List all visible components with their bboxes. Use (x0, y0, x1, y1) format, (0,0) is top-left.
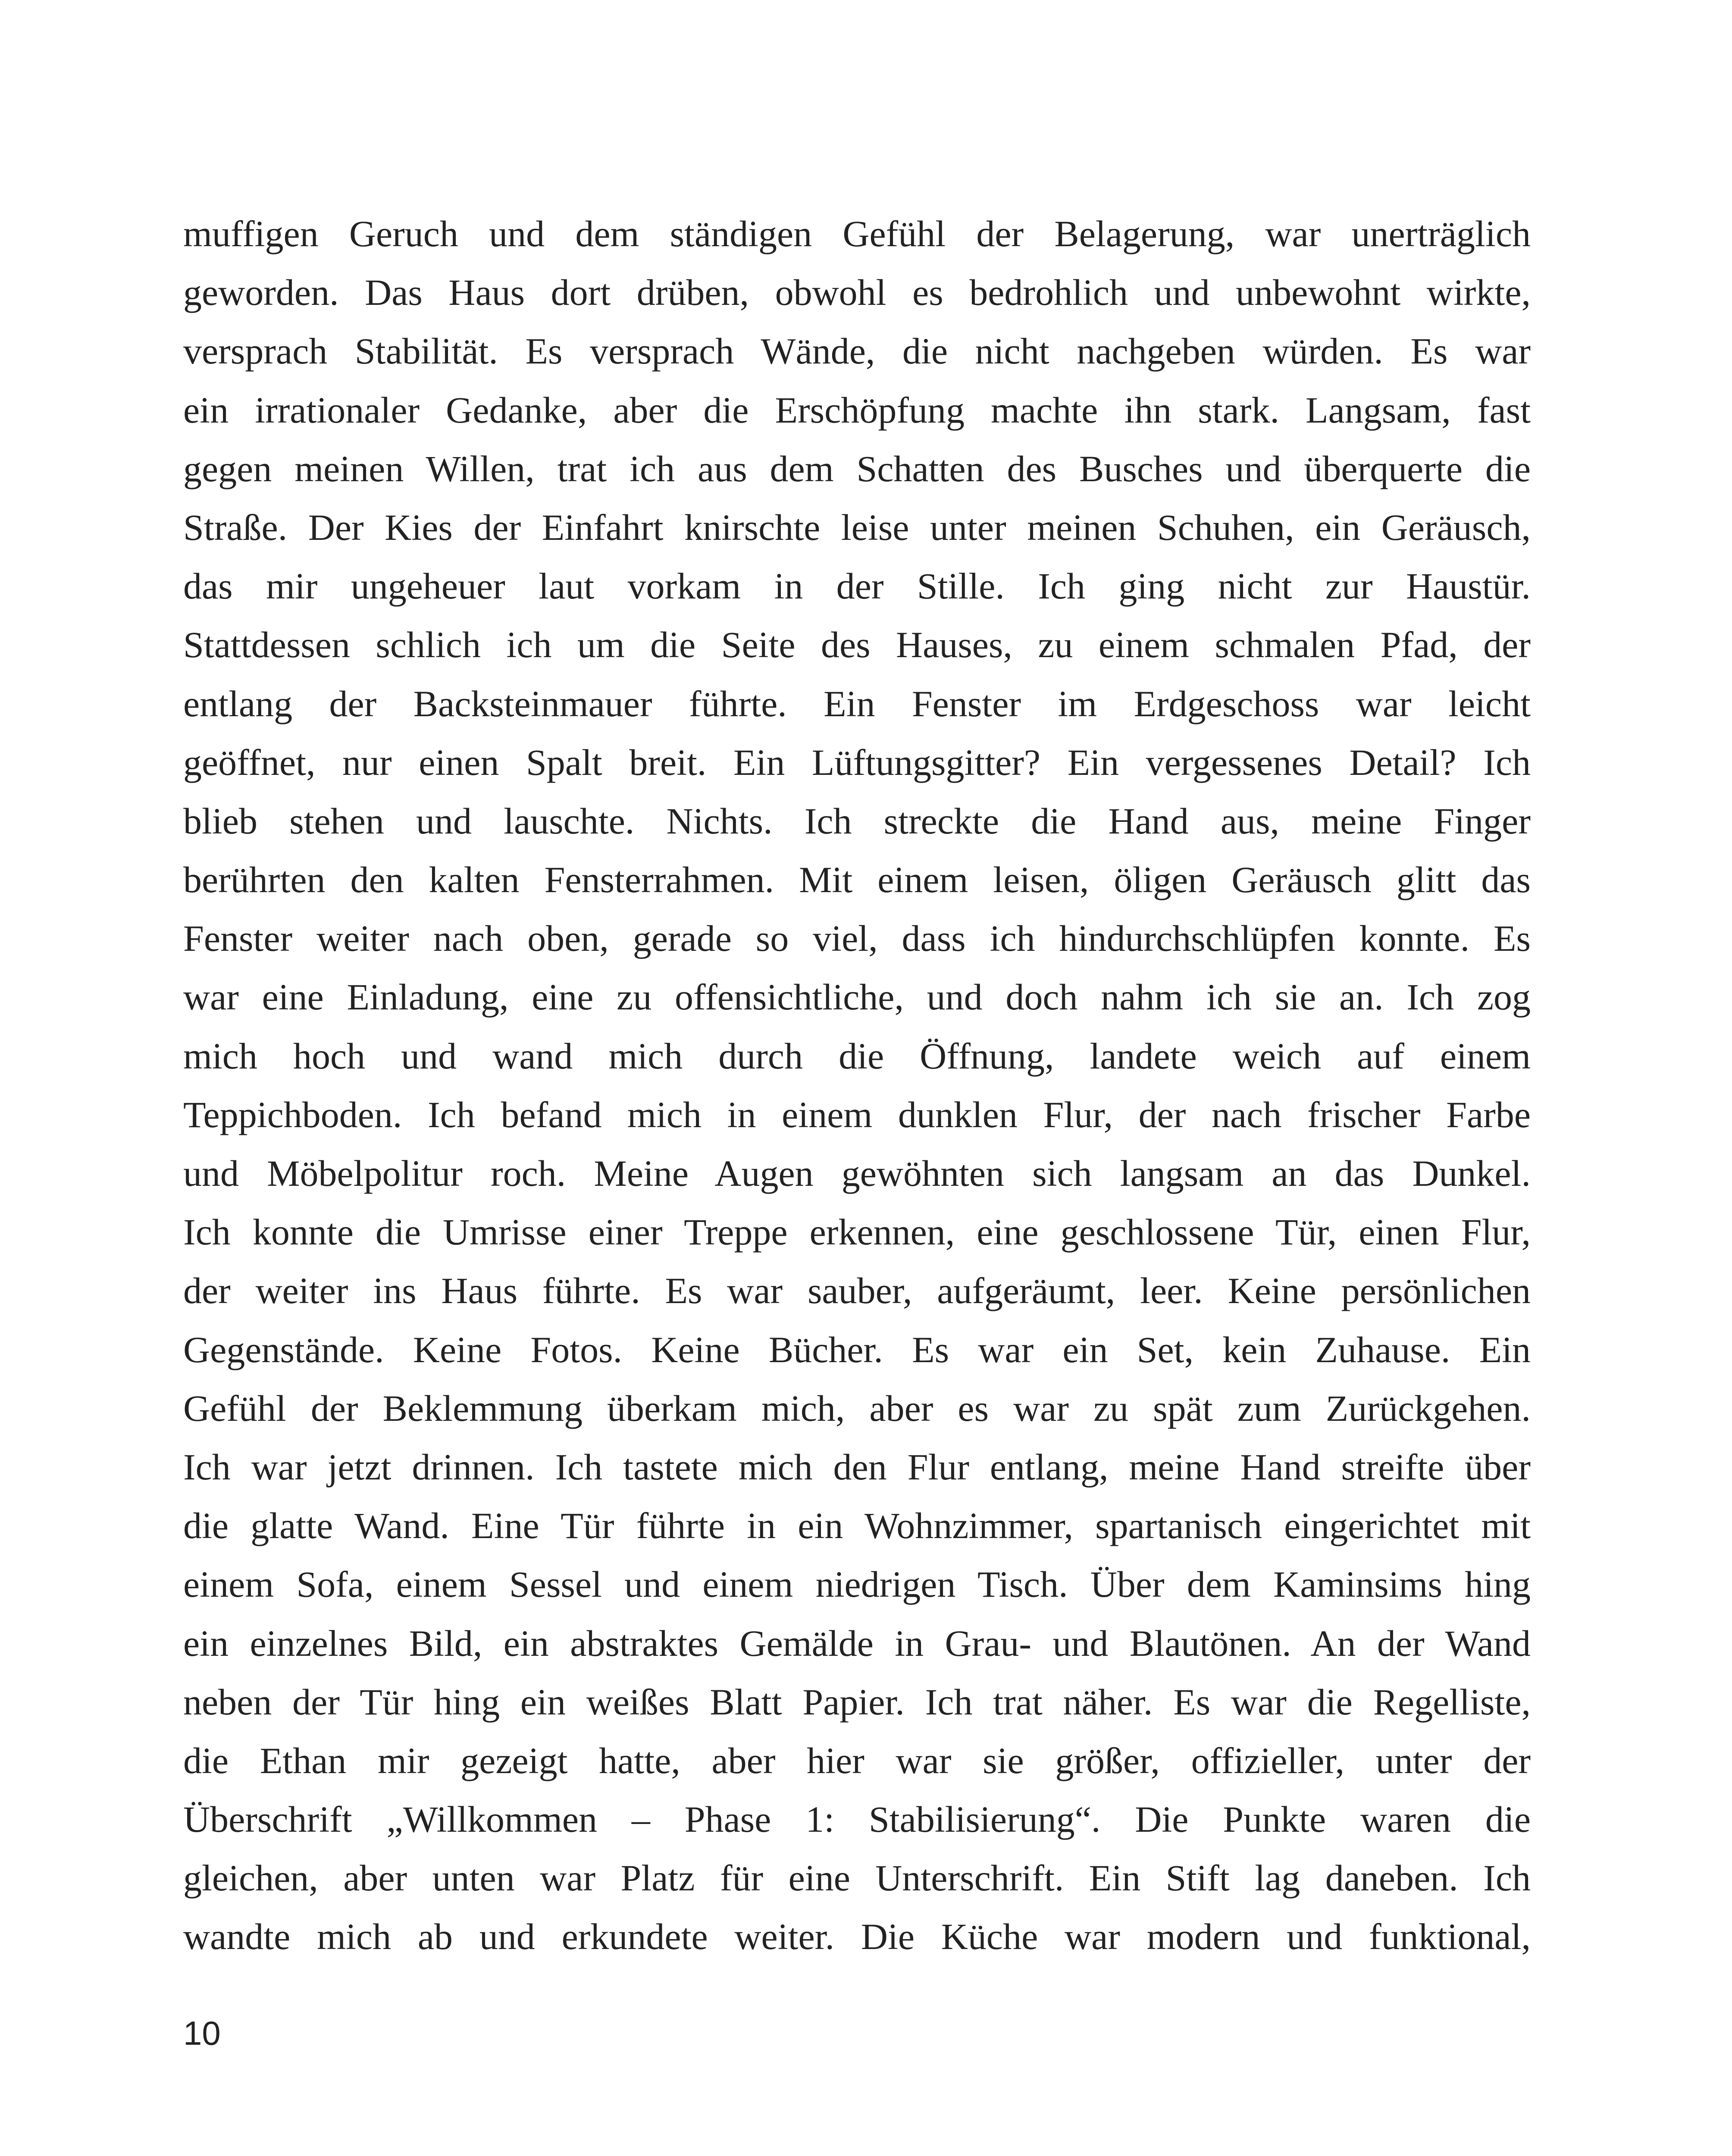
text-line: versprach Stabilität. Es versprach Wände, die nicht nachgeben würden. Es war (183, 330, 1531, 372)
text-line: einem Sofa, einem Sessel und einem niedrigen Tisch. Über dem Kaminsims hing (183, 1564, 1531, 1605)
text-line: geworden. Das Haus dort drüben, obwohl es bedrohlich und unbewohnt wirkte, (183, 272, 1531, 313)
text-line: Fenster weiter nach oben, gerade so viel, dass ich hindurchschlüpfen konnte. Es (183, 918, 1531, 959)
body-text (183, 204, 1531, 1966)
text-line: Gegenstände. Keine Fotos. Keine Bücher. Es war ein Set, kein Zuhause. Ein (183, 1329, 1531, 1370)
text-line: ein einzelnes Bild, ein abstraktes Gemälde in Grau- und Blautönen. An der Wand (183, 1622, 1531, 1664)
text-line: ein irrationaler Gedanke, aber die Erschöpfung machte ihn stark. Langsam, fast (183, 389, 1531, 431)
text-line: Überschrift „Willkommen – Phase 1: Stabilisierung“. Die Punkte waren die (183, 1799, 1531, 1840)
page-number: 10 (183, 2014, 221, 2052)
text-line: geöffnet, nur einen Spalt breit. Ein Lüftungsgitter? Ein vergessenes Detail? Ich (183, 741, 1531, 783)
text-line: mich hoch und wand mich durch die Öffnung, landete weich auf einem (183, 1035, 1531, 1077)
text-line: und Möbelpolitur roch. Meine Augen gewöhnten sich langsam an das Dunkel. (183, 1153, 1531, 1194)
text-line: blieb stehen und lauschte. Nichts. Ich streckte die Hand aus, meine Finger (183, 800, 1531, 842)
text-line: die glatte Wand. Eine Tür führte in ein Wohnzimmer, spartanisch eingerichtet mit (183, 1505, 1531, 1547)
text-line: Ich war jetzt drinnen. Ich tastete mich den Flur entlang, meine Hand streifte über (183, 1446, 1531, 1488)
text-line: Stattdessen schlich ich um die Seite des Hauses, zu einem schmalen Pfad, der (183, 624, 1531, 666)
text-line: war eine Einladung, eine zu offensichtliche, und doch nahm ich sie an. Ich zog (183, 976, 1531, 1018)
text-line: wandte mich ab und erkundete weiter. Die Küche war modern und funktional, (183, 1916, 1531, 1958)
text-line: gleichen, aber unten war Platz für eine Unterschrift. Ein Stift lag daneben. Ich (183, 1857, 1531, 1899)
text-line: entlang der Backsteinmauer führte. Ein Fenster im Erdgeschoss war leicht (183, 683, 1531, 724)
text-line: Straße. Der Kies der Einfahrt knirschte leise unter meinen Schuhen, ein Geräusch, (183, 506, 1531, 548)
text-line: muffigen Geruch und dem ständigen Gefühl der Belagerung, war unerträglich (183, 213, 1531, 254)
text-line: der weiter ins Haus führte. Es war sauber, aufgeräumt, leer. Keine persönlichen (183, 1270, 1531, 1312)
text-line: die Ethan mir gezeigt hatte, aber hier war sie größer, offizieller, unter der (183, 1739, 1531, 1781)
text-line: Teppichboden. Ich befand mich in einem dunklen Flur, der nach frischer Farbe (183, 1094, 1531, 1135)
text-line: Gefühl der Beklemmung überkam mich, aber es war zu spät zum Zurückgehen. (183, 1387, 1531, 1429)
text-line: berührten den kalten Fensterrahmen. Mit einem leisen, öligen Geräusch glitt das (183, 859, 1531, 901)
text-line: Ich konnte die Umrisse einer Treppe erkennen, eine geschlossene Tür, einen Flur, (183, 1211, 1531, 1253)
text-line: gegen meinen Willen, trat ich aus dem Schatten des Busches und überquerte die (183, 448, 1531, 489)
text-line: neben der Tür hing ein weißes Blatt Papier. Ich trat näher. Es war die Regelliste, (183, 1681, 1531, 1723)
text-line: das mir ungeheuer laut vorkam in der Stille. Ich ging nicht zur Haustür. (183, 565, 1531, 607)
